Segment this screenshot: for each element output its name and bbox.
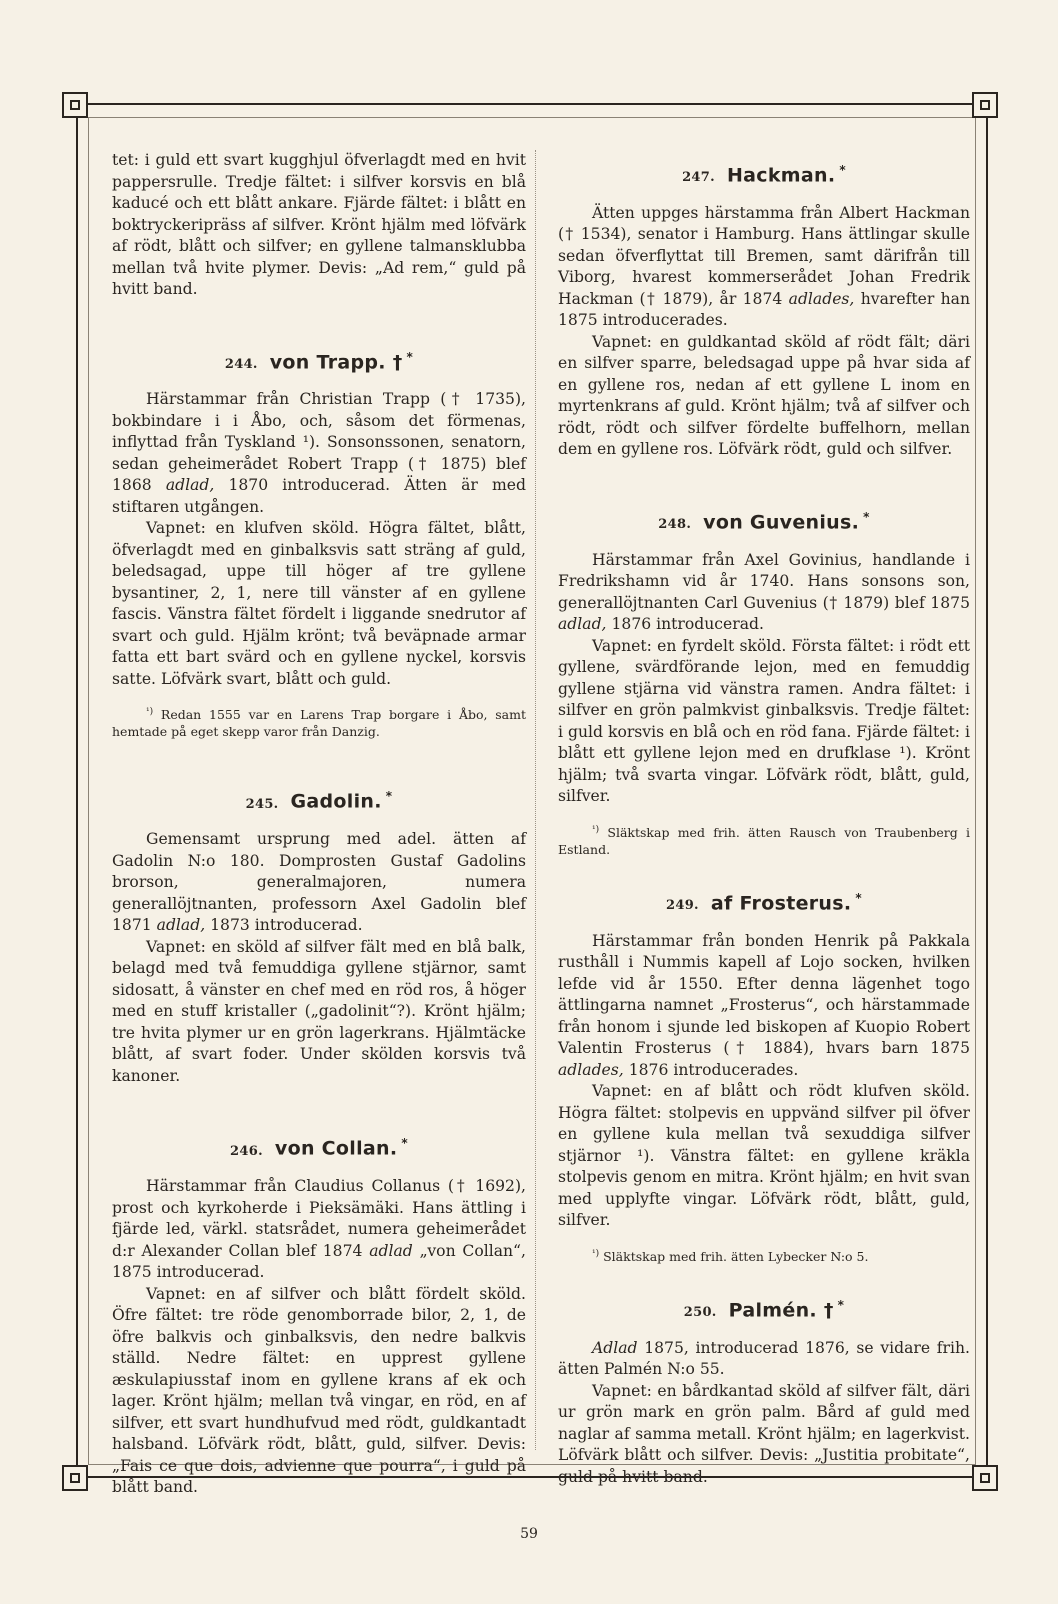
entry-246-origin: Härstammar från Claudius Collanus († 1692), prost och kyrkoherde i Pieksämäki. Hans ättling i fjärde led, värkl. statsrådet, numera geheimerådet d:r Alexander Collan blef 1874 adlad „von Collan“, 1875 introducerad. — [112, 1177, 526, 1282]
entry-heading-246: 246. von Collan. * — [230, 1136, 408, 1160]
left-column — [112, 150, 526, 1499]
frame-right-line — [986, 103, 988, 1478]
frame-corner-bottom-right — [972, 1465, 998, 1491]
entry-248-footnote: $^{^1)}$ Släktskap med frih. ätten Rausch von Traubenberg i Estland. — [558, 824, 970, 857]
entry-249-origin: Härstammar från bonden Henrik på Pakkala rusthåll i Nummis kapell af Lojo socken, hvilken lefde vid år 1550. Efter denna lägenhet togo ättlingarna namnet „Frosterus“, och härstammade från honom i sjunde led biskopen af Kuopio Robert Valentin Frosterus († 1884), hvars barn 1875 adlades, 1876 introducerades. — [558, 931, 970, 1079]
entry-246-arms: Vapnet: en af silfver och blått fördelt sköld. Öfre fältet: tre röde genomborrade bilor, 2, 1, de öfre balkvis och ginbalksvis, den nedre balkvis ställd. Nedre fältet: en upprest gyllene æskulapiusstaf inom en gyllene krans af ek och lager. Krönt hjälm; mellan två vingar, en röd, en af silfver, ett svart hundhufvud med rödt, guldkantadt halsband. Löfvärk rödt, blått, guld, silfver. Devis: „Fais ce que dois, advienne que pourra“, i guld på blått band. — [112, 1284, 526, 1497]
continued-paragraph: tet: i guld ett svart kugghjul öfverlagdt med en hvit pappersrulle. Tredje fältet: i silfver korsvis en blå kaducé och ett blått ankare. Fjärde fältet: i blått en boktryckeripräss af silfver. Krönt hjälm med löfvärk af rödt, blått och silfver; en gyllene talmansklubba mellan två hvite plymer. Devis: „Ad rem,“ guld på hvitt band. — [112, 151, 526, 298]
entry-244-origin: Härstammar från Christian Trapp († 1735), bokbindare i i Åbo, och, såsom det förmenas, inflyttad från Tyskland ¹). Sonsonssonen, senatorn, sedan geheimerådet Robert Trapp († 1875) blef 1868 adlad, 1870 introducerad. Ätten är med stiftaren utgången. — [112, 390, 526, 516]
entry-245-arms: Vapnet: en sköld af silfver fält med en blå balk, belagd med två femuddiga gyllene stjärnor, samt sidosatt, å vänster en chef med en röd ros, å höger med en stuff kristaller („gadolinit“?). Krönt hjälm; tre hvita plymer ur en grön lagerkrans. Hjälmtäcke blått, af svart foder. Under skölden korsvis två kanoner. — [112, 937, 526, 1085]
entry-250-arms: Vapnet: en bårdkantad sköld af silfver fält, däri ur grön mark en grön palm. Bård af guld med naglar af samma metall. Krönt hjälm; en lagerkvist. Löfvärk blått och silfver. Devis: „Justitia probitate“, guld på hvitt band. — [558, 1381, 970, 1486]
entry-heading-249: 249. af Frosterus. * — [666, 890, 862, 915]
frame-corner-bottom-left — [62, 1465, 88, 1491]
frame-top-line — [76, 103, 988, 105]
entry-247-arms: Vapnet: en guldkantad sköld af rödt fält; däri en silfver sparre, beledsagad uppe på hvar sida af en gyllene ros, nedan af ett gyllene L inom en myrtenkrans af guld. Krönt hjälm; två af silfver och rödt, rödt och silfver fördelte buffelhorn, mellan dem en gyllene ros. Löfvärk rödt, guld och silfver. — [558, 332, 970, 459]
entry-247-origin: Ätten uppges härstamma från Albert Hackman († 1534), senator i Hamburg. Hans ättlingar skulle sedan öfverflyttat till Bremen, samt därifrån till Viborg, hvarest kommerserådet Johan Fredrik Hackman († 1879), år 1874 adlades, hvarefter han 1875 introducerades. — [558, 203, 970, 330]
frame-left-line — [76, 103, 78, 1478]
entry-heading-248: 248. von Guvenius. * — [658, 509, 870, 534]
entry-245-origin: Gemensamt ursprung med adel. ätten af Gadolin N:o 180. Domprosten Gustaf Gadolins brorson, generalmajoren, numera generallöjtnanten, professorn Axel Gadolin blef 1871 adlad, 1873 introducerad. — [112, 830, 526, 935]
frame-corner-top-right — [972, 92, 998, 118]
page-number: 59 — [520, 1526, 538, 1542]
entry-heading-244: 244. von Trapp. † * — [224, 349, 414, 373]
entry-heading-247: 247. Hackman. * — [682, 163, 846, 187]
entry-244-footnote: $^{^1)}$ Redan 1555 var en Larens Trap borgare i Åbo, samt hemtade på eget skepp varor från Danzig. — [112, 707, 527, 740]
entry-heading-245: 245. Gadolin. * — [245, 789, 393, 813]
frame-corner-top-left — [62, 92, 88, 118]
entry-248-origin: Härstammar från Axel Govinius, handlande i Fredrikshamn vid år 1740. Hans sonsons son, generallöjtnanten Carl Guvenius († 1879) blef 1875 adlad, 1876 introducerad. — [558, 550, 970, 634]
entry-heading-250: 250. Palmén. † * — [683, 1297, 845, 1322]
entry-249-footnote: $^{^1)}$ Släktskap med frih. ätten Lybecker N:o 5. — [592, 1248, 869, 1264]
column-divider — [535, 150, 536, 1450]
entry-248-arms: Vapnet: en fyrdelt sköld. Första fältet: i rödt ett gyllene, svärdförande lejon, med en femuddig gyllene stjärna vid vänstra ramen. Andra fältet: i silfver en grön palmkvist ginbalksvis. Tredje fältet: i guld korsvis en blå och en röd fana. Fjärde fältet: i blått ett gyllene lejon med en drufklase ¹). Krönt hjälm; två svarta vingar. Löfvärk rödt, blått, guld, silfver. — [558, 636, 970, 806]
entry-244-arms: Vapnet: en klufven sköld. Högra fältet, blått, öfverlagdt med en ginbalksvis satt sträng af guld, beledsagad, uppe till höger af tre gyllene bysantiner, 2, 1, nere till vänster af en gyllene fascis. Vänstra fältet fördelt i liggande snedrutor af svart och guld. Hjälm krönt; två beväpnade armar fatta ett bart svärd och en gyllene nyckel, korsvis satte. Löfvärk svart, blått och guld. — [112, 519, 526, 688]
right-column — [558, 150, 970, 1488]
entry-250-origin: Adlad 1875, introducerad 1876, se vidare frih. ätten Palmén N:o 55. — [558, 1338, 970, 1379]
entry-249-arms: Vapnet: en af blått och rödt klufven sköld. Högra fältet: stolpevis en uppvänd silfver pil öfver en gyllene kula mellan två sexuddiga silfver stjärnor ¹). Vänstra fältet: en gyllene kräkla stolpevis genom en mitra. Krönt hjälm; en hvit svan med upplyfte vingar. Löfvärk rödt, blått, guld, silfver. — [558, 1082, 970, 1230]
